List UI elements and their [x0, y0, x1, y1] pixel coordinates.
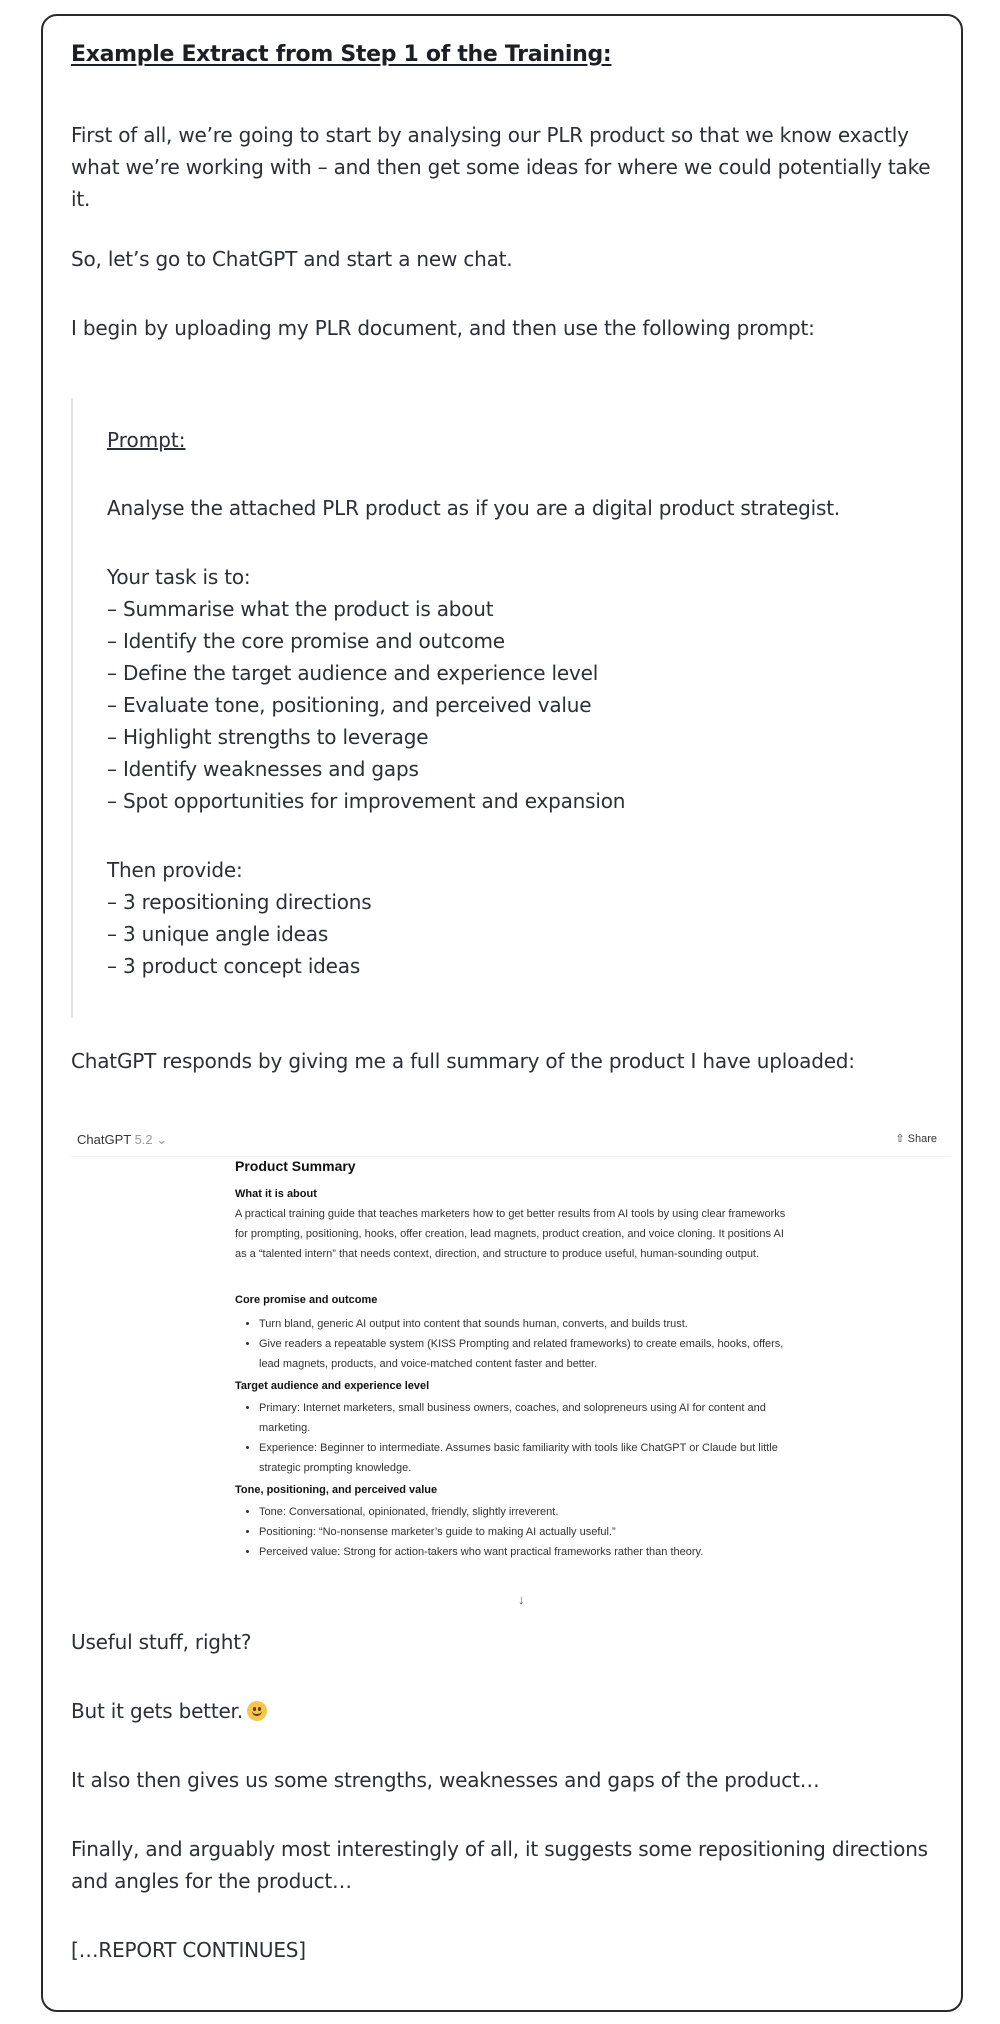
intro-chatgpt: So, let’s go to ChatGPT and start a new chat. — [71, 247, 513, 271]
prompt-task: – Identify the core promise and outcome — [107, 629, 505, 653]
list-item: • Positioning: “No-nonsense marketer’s guide to making AI actually useful.” — [259, 1522, 799, 1542]
prompt-provide-item: – 3 product concept ideas — [107, 954, 361, 978]
header-divider — [71, 1156, 951, 1157]
list-item: • Turn bland, generic AI output into content that sounds human, converts, and builds trust. — [259, 1314, 799, 1334]
model-selector[interactable] — [77, 1132, 167, 1148]
prompt-block — [71, 398, 933, 1018]
share-icon: ⇧ — [895, 1133, 905, 1145]
list-item: • Perceived value: Strong for action-takers who want practical frameworks rather than theory. — [259, 1542, 799, 1562]
prompt-provide-item: – 3 unique angle ideas — [107, 922, 329, 946]
list-item: • Give readers a repeatable system (KISS Prompting and related frameworks) to create emails, hooks, offers, lead magnets, products, and voice-matched content faster and better. — [259, 1334, 799, 1374]
prompt-task: – Summarise what the product is about — [107, 597, 494, 621]
prompt-provide-item: – 3 repositioning directions — [107, 890, 372, 914]
chevron-down-icon: ⌄ — [156, 1132, 168, 1147]
smiley-icon — [247, 1701, 267, 1721]
share-button[interactable] — [895, 1132, 937, 1145]
prompt-task: – Highlight strengths to leverage — [107, 725, 429, 749]
section-title: Target audience and experience level — [235, 1380, 430, 1392]
list-item: • Tone: Conversational, opinionated, friendly, slightly irreverent. — [259, 1502, 799, 1522]
section-title: Core promise and outcome — [235, 1294, 378, 1306]
core-list — [235, 1314, 799, 1374]
model-version: 5.2 — [134, 1132, 153, 1147]
outro-strengths: It also then gives us some strengths, weaknesses and gaps of the product… — [71, 1768, 820, 1792]
prompt-task: – Identify weaknesses and gaps — [107, 757, 419, 781]
response-heading: Product Summary — [235, 1158, 356, 1174]
response-intro: ChatGPT responds by giving me a full summary of the product I have uploaded: — [71, 1049, 855, 1073]
prompt-task-heading: Your task is to: — [107, 565, 251, 589]
prompt-task: – Spot opportunities for improvement and expansion — [107, 789, 626, 813]
section-text: A practical training guide that teaches marketers how to get better results from AI tools by using clear frameworks for prompting, positioning, hooks, offer creation, lead magnets, product creation, and voice cloning. It positions AI as a “talented intern” that needs context, direction, and structure to produce useful, human-sounding output. — [235, 1208, 786, 1260]
outro-better-row — [71, 1695, 267, 1727]
tone-list — [235, 1502, 799, 1562]
prompt-instruction: Analyse the attached PLR product as if you are a digital product strategist. — [107, 496, 840, 520]
scroll-down-icon[interactable]: ↓ — [518, 1592, 525, 1607]
prompt-task: – Define the target audience and experience level — [107, 661, 599, 685]
report-continues: […REPORT CONTINUES] — [71, 1938, 306, 1962]
section-title: Tone, positioning, and perceived value — [235, 1484, 438, 1496]
audience-list — [235, 1398, 799, 1478]
intro-paragraph: First of all, we’re going to start by analysing our PLR product so that we know exactly what we’re working with – and then get some ideas for where we could potentially take it. — [71, 123, 931, 211]
prompt-task: – Evaluate tone, positioning, and perceived value — [107, 693, 592, 717]
prompt-label: Prompt: — [107, 428, 186, 452]
outro-better: But it gets better. — [71, 1699, 243, 1723]
section-title: What it is about — [235, 1188, 317, 1200]
outro-useful: Useful stuff, right? — [71, 1630, 252, 1654]
extract-card — [41, 14, 963, 2012]
share-label: Share — [907, 1133, 937, 1145]
page-title: Example Extract from Step 1 of the Training: — [71, 42, 612, 67]
list-item: • Primary: Internet marketers, small business owners, coaches, and solopreneurs using AI for content and marketing. — [259, 1398, 799, 1438]
intro-upload: I begin by uploading my PLR document, and then use the following prompt: — [71, 316, 815, 340]
prompt-provide-heading: Then provide: — [107, 858, 243, 882]
chatgpt-screenshot — [71, 1116, 951, 1606]
list-item: • Experience: Beginner to intermediate. Assumes basic familiarity with tools like ChatGPT or Claude but little strategic prompting knowledge. — [259, 1438, 799, 1478]
model-name: ChatGPT — [77, 1132, 131, 1147]
outro-finally: Finally, and arguably most interestingly of all, it suggests some repositioning directions and angles for the product… — [71, 1837, 928, 1893]
